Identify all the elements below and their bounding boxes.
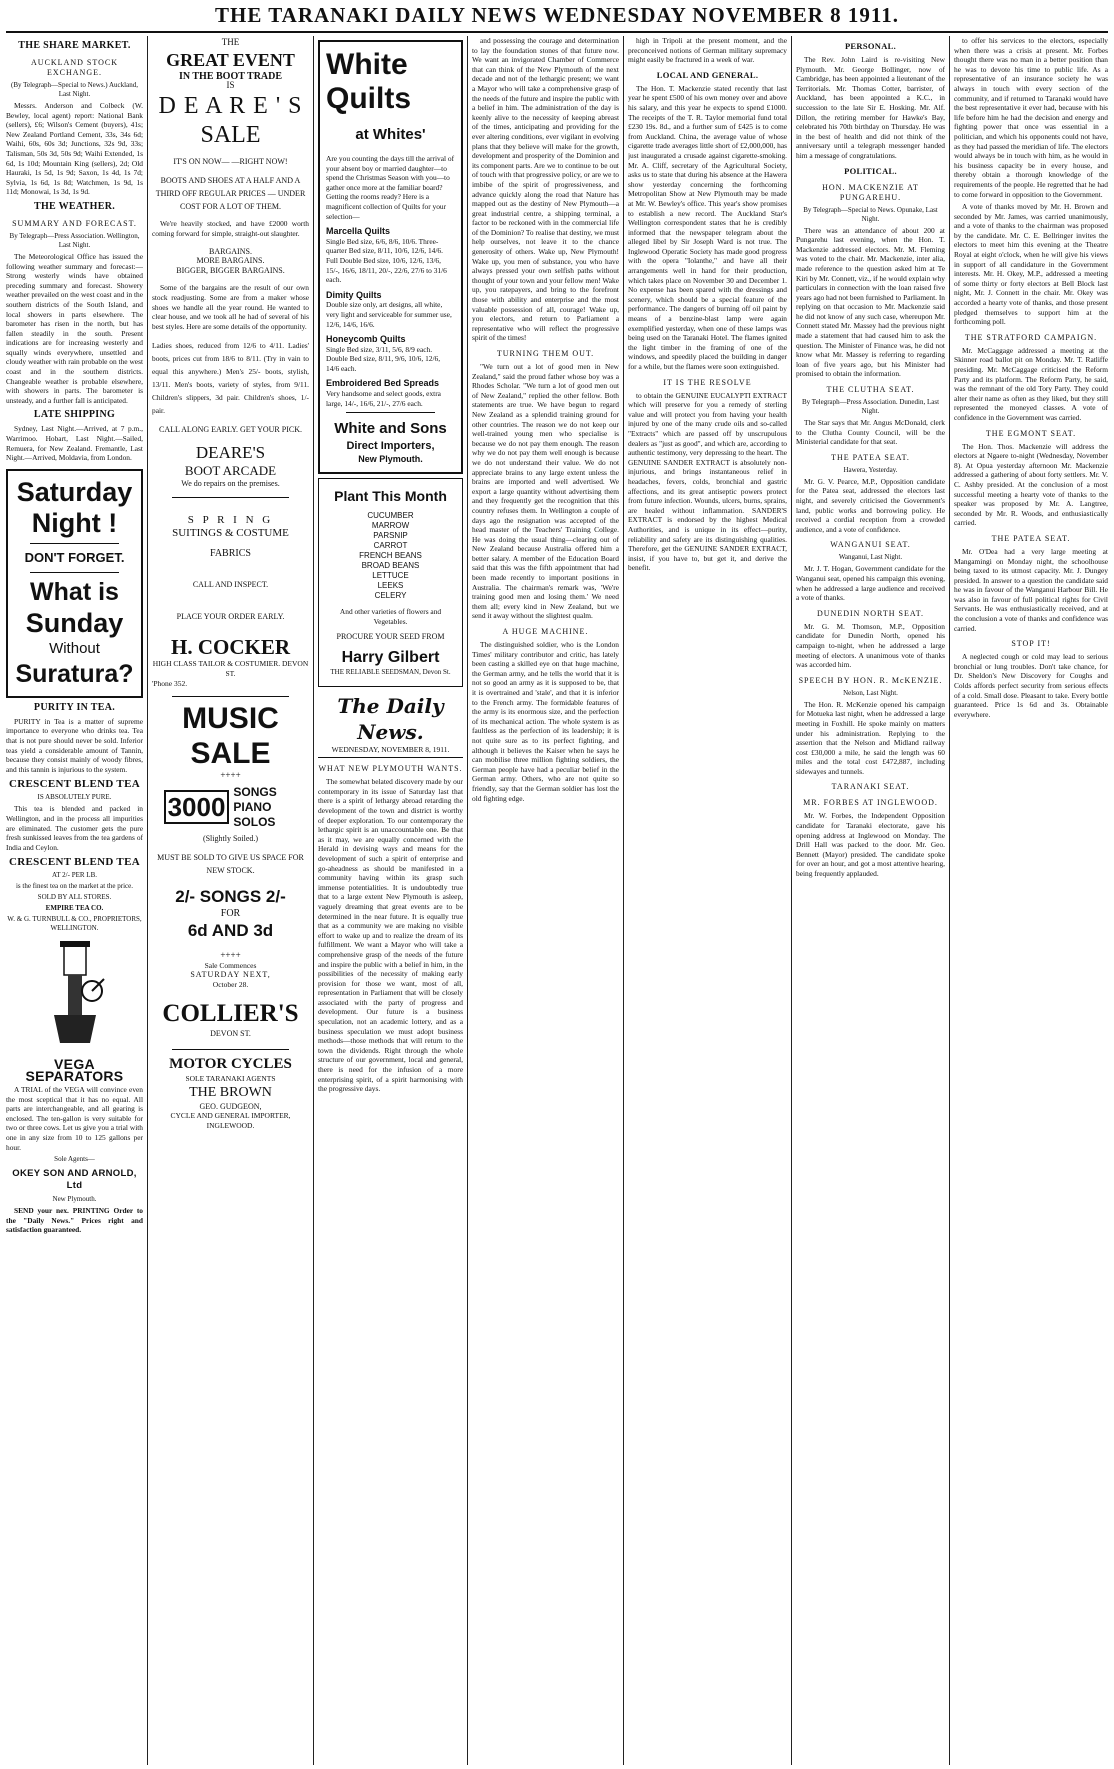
plant-heading: Plant This Month: [334, 488, 447, 505]
crescent-sub: IS ABSOLUTELY PURE.: [37, 793, 112, 802]
forbes-heading: MR. FORBES AT INGLEWOOD.: [803, 798, 938, 808]
patea-text: Mr. G. V. Pearce, M.P., Opposition candidate for the Patea seat, addressed the electors last night, and severely criticised the Government's land, public works and borrowing policy. He received a cordial reception from a crowded audience, and a vote of confidence.: [796, 476, 945, 534]
crescent-sold: SOLD BY ALL STORES.: [37, 893, 112, 902]
deare-more: MORE BARGAINS.: [196, 256, 265, 266]
deare-call: CALL ALONG EARLY. GET YOUR PICK.: [159, 425, 302, 435]
cocker-place: PLACE YOUR ORDER EARLY.: [176, 611, 285, 621]
stop-it-text: A neglected cough or cold may lead to serious bronchial or lung troubles. Don't take chance, for Dr. Sheldon's New Discovery for Coughs and Colds affords perfect security from serious effects of a cold. Small dose. Pleasant to take. Every bottle guaranteed. Price 1s 6d and 3s. Obtainable everywhere.: [954, 652, 1108, 719]
column-rule: [313, 36, 314, 1765]
sat-line-2: Night !: [31, 507, 118, 538]
wanganui-byline: Wanganui, Last Night.: [838, 553, 903, 562]
plant-procure: PROCURE YOUR SEED FROM: [336, 632, 445, 642]
plant-item: PARSNIP: [373, 531, 408, 541]
plant-other: And other varieties of flowers and Vegetables.: [339, 607, 442, 626]
quilts-title-2: Quilts: [326, 82, 412, 115]
mackenzie-text: There was an attendance of about 200 at Pungarehu last evening, when the Hon. T. Mackenzie addressed electors. Mr. M. Fleming was voted to the chair. Mr. Mackenzie, inter alia, made reference to the question asked him at Te Kiri by Mr. Connett, viz., if he would explain why particulars in connection with the loan raised five years ago had not been furnished to Parliament. In replying on that occasion to Mr. Mackenzie said he did not know of any such case, whereupon Mr. Connett stated Mr. Massey had the previous night made a statement that had caused him to ask the question. The Minister of Finance was, he did not know what Mr. Massey is referring to regarding loan of five years ago, but his Minister had promised to obtain the information.: [796, 225, 945, 379]
music-sale: SALE: [190, 737, 271, 771]
plant-this-month-ad: [318, 478, 463, 686]
gilbert-seedsman: THE RELIABLE SEEDSMAN, Devon St.: [330, 668, 451, 677]
motor-importer: CYCLE AND GENERAL IMPORTER, INGLEWOOD.: [170, 1111, 291, 1130]
editorial-heading: WHAT NEW PLYMOUTH WANTS.: [318, 764, 463, 774]
patea-byline: Hawera, Yesterday.: [843, 465, 898, 474]
speech-heading: SPEECH BY HON. R. McKENZIE.: [798, 675, 943, 685]
wanganui-heading: WANGANUI SEAT.: [830, 540, 911, 550]
deare-boots: BOOTS AND SHOES AT A HALF AND A THIRD OFF REGULAR PRICES — UNDER COST FOR A LOT OF THEM.: [155, 176, 306, 212]
deare-arcade-2: BOOT ARCADE: [184, 462, 277, 478]
quilts-intro: Are you counting the days till the arrival of your absent boy or married daughter—to spend the Christmas Season with you—to gather once more at the familiar board? Getting the rooms ready? Here is a magnificent collection of Quilts for your selection—: [326, 154, 455, 221]
masthead: THE TARANAKI DAILY NEWS WEDNESDAY NOVEMBER 8 1911.: [214, 3, 900, 27]
speech-text: The Hon. R. McKenzie opened his campaign for Motueka last night, when he addressed a large meeting in Foxhill. He spoke mainly on matters under his administration. Replying to the assertion that the Nelson and Midland railway cost £30,000 a mile, he said the length was 60 miles and the total cost £472,887, including sidewayes and tunnels.: [796, 699, 945, 776]
weather-byline: By Telegraph—Press Association. Wellington, Last Night.: [9, 231, 140, 249]
clutha-heading: THE CLUTHA SEAT.: [826, 385, 915, 395]
weather-heading: THE WEATHER.: [33, 200, 116, 212]
dunedin-text: Mr. G. M. Thomson, M.P., Opposition candidate for Dunedin North, opened his campaign to-night, when he addressed a large meeting of electors. A unanimous vote of thanks was accorded him.: [796, 621, 945, 670]
music-soiled: (Slightly Soiled.): [202, 833, 259, 843]
music-sale-commences: Sale Commences: [204, 960, 257, 970]
purity-heading: PURITY IN TEA.: [33, 701, 116, 713]
turning-heading: TURNING THEM OUT.: [496, 349, 595, 358]
plant-item: LEEKS: [377, 581, 404, 591]
divider: [30, 572, 119, 573]
column-rule: [791, 36, 792, 1765]
editorial-text: The somewhat belated discovery made by our contemporary in its issue of Saturday last that there is a spirit of lethargy abroad retarding the development of the town and district is worthy of deeper exploration. To our contemporary the lethargic spirit is an unaccountable one. Be that as it may, we are equally concerned with the Herald in devising ways and means for the development of such a spirit of enterprise and go-aheadness as should be manifested in a community having within its grasp such immense potentialities. It is undoubtedly true that to a large extent New Plymouth is asleep, vaguely dreaming that great events are to be determined in the near future. It is equally true that as a community we are making no visible effort to wake up and to realize the dream of its fulfillment. We want a Mayor who will take a comprehensive grasp of the needs of the future and inspire the public with a belief in him, in the possibilities of the necessity of making early provision for those we want, most of all, representation in Parliament that will be closely associated with the party of progress and development. Our future is a business speculation, not an academic lottery, and as a business speculation we must adopt business methods—those methods that will return to the town the dividends. Right through the whole structure of our government, local and general, there is need for the infusion of a more enterprising spirit, of a spirit harmonising with the progressive days.: [318, 777, 463, 1094]
marcella-heading: Marcella Quilts: [326, 226, 391, 237]
dunedin-heading: DUNEDIN NORTH SEAT.: [816, 608, 925, 618]
shipping-heading: LATE SHIPPING: [33, 409, 116, 421]
crescent-price: AT 2/- PER LB.: [52, 871, 97, 880]
paper-nameplate: The Daily News.: [337, 693, 444, 744]
cocker-spring: S P R I N G: [187, 513, 274, 526]
crescent-heading-2: CRESCENT BLEND TEA: [9, 856, 140, 869]
white-sons-importers: Direct Importers,: [346, 440, 435, 453]
editorial-date: WEDNESDAY, NOVEMBER 8, 1911.: [318, 745, 463, 759]
marcella-prices: Single Bed size, 6/6, 8/6, 10/6. Three-quarter Bed size, 8/11, 10/6, 12/6, 14/6. Full Double Bed size, 10/6, 12/6, 13/6, 15/-, 16/6, 18/11, 20/-, 22/6, 27/6 to 31/6 each.: [326, 236, 447, 285]
dimity-heading: Dimity Quilts: [326, 289, 382, 300]
cocker-name: H. COCKER: [170, 635, 290, 660]
music-stars: ++++: [220, 770, 241, 781]
deare-boot-trade: IN THE BOOT TRADE: [178, 70, 283, 82]
vega-company: OKEY SON AND ARNOLD, Ltd: [12, 1168, 137, 1192]
embroidered-heading: Embroidered Bed Spreads: [326, 378, 440, 389]
turning-text: "We turn out a lot of good men in New Zealand," said the proud father whose boy was a Rhodes Scholar. "We turn a lot of good men out of New Zealand," replied the other fellow. Both statements are true. We have begun to regard New Zealand as a splendid training ground for other countries. The reason we do not keep our well-trained young men who specialise is because we do not pay them enough. The reason why we do not pay them well enough is because we do not understand their value. We do not appreciate brains to any large extent unless the brains are imported and well advertised. We export a large quantity without advertising them and they frequently get the recognition that this country refuses them. In Wellington a couple of days ago the resignation was accepted of the head master of the Teachers' Training College. He was doing the usual thing—clearing out of New Zealand because Australia offered him a better salary. A member of the Education Board said that this was the fifth appointment that had been made recently to important positions in Australia. The chairman's remark was, 'We're training good men and losing them.' We need them all; every kind in New Zealand, but we send it away without the slightest qualm.: [472, 362, 619, 621]
sat-line-1: Saturday: [16, 476, 133, 507]
column-rule: [623, 36, 624, 1765]
column-1: [6, 36, 143, 1765]
column-5: [628, 36, 787, 1765]
patea2-text: Mr. O'Dea had a very large meeting at Mangamingi on Monday night, the schoolhouse being taxed to its utmost capacity. Mr. J. Dungey presided. In answer to a question the candidate said he was in favour of the Wanganui Harbour Bill. He was also in favour of full political rights for Civil Servants. He was enthusiastically received, and at the conclusion a vote of thanks and confidence was carried.: [954, 546, 1108, 633]
cocker-suitings: SUITINGS & COSTUME: [172, 527, 289, 540]
personal-text: The Rev. John Laird is re-visiting New Plymouth. Mr. George Bollinger, now of Cambridge, has been appointed a lieutenant of the Territorials. Mr. Thomas Cotter, barrister, of Auckland, has been appointed a K.C., in succession to the late Sir E. Hosking. Mr. Alf. Dillon, the retiring member for Hawke's Bay, celebrated his 70th birthday on Thursday. He was in the best of health and did not think of the anniversary until a telegraph messenger handed him a message of congratulations.: [796, 55, 945, 160]
music-heading: MUSIC: [182, 702, 279, 736]
deare-sale: SALE: [200, 121, 261, 148]
plant-list: [323, 511, 458, 601]
patea-heading: THE PATEA SEAT.: [831, 452, 910, 462]
plant-item: CARROT: [373, 541, 408, 551]
political-heading: POLITICAL.: [844, 165, 897, 176]
vega-agents: Sole Agents—: [54, 1155, 95, 1164]
plant-item: MARROW: [371, 521, 410, 531]
shipping-report: Sydney, Last Night.—Arrived, at 7 p.m., Warrimoo. Hobart, Last Night.—Sailed, Remuera, for New Zealand. Fremantle, Last Night.—Arrived, Moldavia, from London.: [6, 424, 143, 463]
forbes-text: Mr. W. Forbes, the Independent Opposition candidate for Taranaki electorate, gave his opening address at Inglewood on Monday. The Drill Hall was packed to the door. Mr. Geo. Bennett (Mayor) presided. The candidate spoke for over an hour, and got a most attentive hearing, being frequently applauded.: [796, 811, 945, 879]
music-price-row-1: 2/- SONGS 2/-: [175, 887, 286, 907]
deare-arcade-1: DEARE'S: [195, 442, 266, 462]
stratford-text: Mr. McCaggage addressed a meeting at the Skinner road ballot pit on Monday. Mr. T. Ratliffe presiding. Mr. McCaggage criticised the Reform Party and its platform. The Reform Party, he said, was the remnant of the old Tory Party. They could alter their name as often as they liked, but they still represented the moneyed classes. A vote of confidence in the Government was carried.: [954, 345, 1108, 422]
wanganui-text: Mr. J. T. Hogan, Government candidate for the Wanganui seat, opened his campaign this evening, when he addressed a large audience and received a vote of thanks.: [796, 564, 945, 603]
saturday-night-ad: [6, 469, 143, 698]
col5-top-text: high in Tripoli at the present moment, and the preconceived notions of German military supremacy might easily be fractured in a week of war.: [628, 36, 787, 65]
crescent-company: EMPIRE TEA CO.: [45, 904, 104, 913]
white-sons-name: White and Sons: [334, 420, 447, 438]
patea2-heading: THE PATEA SEAT.: [991, 533, 1071, 543]
music-stars-2: ++++: [220, 950, 241, 961]
sat-line-6: Without: [49, 639, 100, 657]
deare-is: IS: [226, 80, 235, 91]
egmont-text: The Hon. Thos. Mackenzie will address the electors at Ngaere to-night (Wednesday, November 8). At Opua yesterday afternoon Mr. Mackenzie addressed a gathering of about forty settlers. Mr. V. C. Ashby presided. At the conclusion of a most successful meeting a hearty vote of thanks to the speaker was proposed by Mr. A. Langtree, seconded by Mr. R. Woods, and enthusiastically carried.: [954, 441, 1108, 528]
music-offer: [152, 785, 309, 830]
separator-illustration: [6, 939, 143, 1052]
vega-place: New Plymouth.: [52, 1195, 97, 1204]
column-3: [318, 36, 463, 1765]
crescent-heading: CRESCENT BLEND TEA: [9, 778, 140, 791]
motor-agents: SOLE TARANAKI AGENTS: [185, 1074, 276, 1083]
column-rule: [949, 36, 950, 1765]
honeycomb-heading: Honeycomb Quilts: [326, 334, 406, 345]
deare-repairs: We do repairs on the premises.: [181, 478, 280, 488]
clutha-text: The Star says that Mr. Angus McDonald, clerk to the Clutha County Council, will be the Ministerial candidate for that seat.: [796, 418, 945, 447]
music-october: October 28.: [212, 979, 249, 989]
colliers-devon: DEVON ST.: [210, 1029, 251, 1039]
divider: [30, 543, 119, 544]
stratford-heading: THE STRATFORD CAMPAIGN.: [964, 332, 1098, 342]
share-market-heading: THE SHARE MARKET.: [18, 40, 131, 51]
share-subheading: AUCKLAND STOCK EXCHANGE.: [31, 58, 118, 77]
embroidered-prices: Very handsome and select goods, extra large, 14/-, 16/6, 21/-, 27/6 each.: [326, 389, 441, 408]
white-sons-place: New Plymouth.: [358, 454, 423, 465]
plant-item: BROAD BEANS: [361, 561, 420, 571]
printing-notice: SEND your nex. PRINTING Order to the "Daily News." Prices right and satisfaction guaranteed.: [6, 1206, 143, 1235]
speech-byline: Nelson, Last Night.: [843, 688, 898, 697]
white-quilts-ad: [318, 40, 463, 474]
weather-report: The Meteorological Office has issued the following weather summary and forecast:—Strong westerly winds have obtained preceding summary and forecast. Showery weather prevailed on the west coast and in the southern districts of the South Island, and local showers in parts elsewhere. The barometer has risen in the north, but has fallen steadily in the south. Present indications are for increasing westerly and squally winds everywhere, unsettled and cloudy weather with rain probable on the west coast and in the southern districts. Changeable weather is probable elsewhere, with showers in parts. The barometer is unsteady, and a further fall is anticipated.: [6, 251, 143, 405]
resolve-text: to obtain the GENUINE EUCALYPTI EXTRACT which will preserve for you a remedy of sterling value and will protect you from having your health injured by one of the many crude oils and so-called "Extracts" which are passed off by unscrupulous dealers as "just as good", and which are, according to authentic testimony, very depressing to the heart. The GENUINE SANDER EXTRACT is absolutely non-injurious, and brings instantaneous relief in headaches, fevers, colds, bronchial and gastric affections, and its great antiseptic powers protect from future infection. Wounds, ulcers, burns, sprains, are healed without inflammation. SANDER'S EXTRACT is endorsed by the highest Medical Authorities, and is unique in its effect—purity, reliability and safety are its distinguishing qualities. Therefore, get the GENUINE SANDER EXTRACT, insist, if you have to, but get it, and derive the benefit.: [628, 390, 787, 573]
music-price-for: FOR: [220, 908, 241, 920]
forbes-continued: to offer his services to the electors, especially when there was a crisis at present. Mr. Forbes thought there was no man in a better position than he was to devote his time to public life. As a representative of an insurance society he was always in touch with every section of the community, and if returned to Taranaki would have the best representative it ever had, because with his life before him he had the decision and energy and fighting power that once was essential in a politician, and which his opponents could not have, as they had passed the meridian of life. The electors would always be in touch with him, as he would in his business capacity be in every house, and thereby obtain a thorough knowledge of the requirements of the people. He regretted that he had to come forward in opposition to the Government.: [954, 36, 1108, 199]
crescent-proprietors: W. & G. TURNBULL & CO., PROPRIETORS, WELLINGTON.: [7, 915, 142, 933]
motor-gudgeon: GEO. GUDGEON,: [199, 1101, 262, 1111]
cocker-call: CALL AND INSPECT.: [192, 580, 269, 590]
music-must-be: MUST BE SOLD TO GIVE US SPACE FOR NEW STOCK.: [157, 853, 304, 876]
deare-stocked: We're heavily stocked, and have £2000 worth coming forward for simple, straight-out slaughter.: [152, 219, 309, 238]
quilts-at-whites: at Whites': [355, 126, 426, 143]
quilts-title-1: White: [326, 48, 408, 81]
divider: [172, 696, 289, 697]
cream-separator-icon: [40, 939, 110, 1049]
cocker-sub: HIGH CLASS TAILOR & COSTUMIER. DEVON ST.: [152, 659, 309, 679]
crescent-best: is the finest tea on the market at the price.: [15, 882, 133, 891]
deare-name: D E A R E ' S: [158, 92, 303, 119]
huge-machine-text: The distinguished soldier, who is the London Times' military contributor and critic, has lately been casting a skilled eye on that huge machine, the German army, and he tells the world that it is not so good an army as it is supposed to be, that it is overtrained and 'stale', and that it is inferior to the French army. The formidable features of the army is its enormous size, and the perfection of its mechanical action. The whole system is as faultless as the perfection of its leadership; it is not quite sure as to its perfect fighting, and although it believes the Kaiser when he says he can mobilise three million fighting soldiers, the German people have had a peculiar belief in the German army. Others, who are not quite so friendly, say that the German soldier has lost the old fighting edge.: [472, 640, 619, 803]
mackenzie-heading: HON. MACKENZIE AT PUNGAREHU.: [822, 182, 919, 202]
colliers-name: COLLIER'S: [162, 1000, 299, 1028]
crescent-text: This tea is blended and packed in Wellington, and in the process all impurities are eliminated. The customer gets the pure fresh sunkissed leaves from the tea gardens of India and Ceylon.: [6, 804, 143, 852]
column-6: [796, 36, 945, 1765]
deare-some: Some of the bargains are the result of our own stock readjusting. Some are from a maker whose shoes we handle all the year round. He wanted to clear house, and we took all he had of several of his best styles. Here are some details of the opportunity.: [152, 283, 309, 331]
deare-the: THE: [221, 37, 240, 47]
mackenzie-byline: By Telegraph—Special to News. Opunake, Last Night.: [803, 205, 938, 223]
cocker-phone: 'Phone 352.: [152, 678, 188, 688]
motor-brown: THE BROWN: [189, 1084, 272, 1100]
deare-bargains: BARGAINS.: [209, 246, 252, 256]
music-saturday: SATURDAY NEXT,: [190, 970, 271, 980]
egmont-heading: THE EGMONT SEAT.: [985, 428, 1077, 438]
cocker-fabrics: FABRICS: [210, 547, 251, 559]
sat-line-4: What is: [30, 577, 119, 606]
weather-subheading: SUMMARY AND FORECAST.: [12, 218, 137, 228]
music-price-row-2: 6d AND 3d: [187, 921, 274, 941]
sat-line-7: Suratura?: [15, 659, 134, 688]
sat-line-3: DON'T FORGET.: [24, 549, 125, 565]
column-2: [152, 36, 309, 1765]
local-general-text: The Hon. T. Mackenzie stated recently that last year he spent £500 of his own money over and above his salary, and this year he expects to spend £1000. The receipts of the T. R. Taylor memorial fund total £230 19s. 8d., and a further sum of £425 is to come from Auckland. China, the average value of whose cigarette trade averages little short of £2,000,000, has just inaugurated a crusade against cigarette-smoking. Mr. A. Cliff, secretary of the Agricultural Society, asks us to state that during his absence at the Hawera show yesterday concerning the forthcoming Metropolitan Show at New Plymouth may be made at Mr. W. Bewley's office. This year's show promises to establish a new record. The Auckland Star's Wellington correspondent states that he is credibly informed that the newspaper telegram about the alleged libel by Sir Joseph Ward is not true. The Inglewood Operatic Society has made good progress with the opera "Iolanthe," and have all their arrangements well in hand for their production, which takes place on November 30 and December 1. No expense has been spared with the dressings and scenery, which should be a special feature of the performance. The dangers of burning off oil paint by means of a benzine-blast lamp were again exemplified yesterday, when one of these lamps was being used on the Taranaki Hotel. The flames ignited the light timber in the framing of one of the windows, and speedily placed the building in danger for a while, but the flames were soon extinguished.: [628, 83, 787, 371]
music-count: 3000: [164, 790, 230, 824]
share-byline: (By Telegraph—Special to News.) Auckland, Last Night.: [11, 81, 138, 98]
column-rule: [147, 36, 148, 1765]
deare-on-now: IT'S ON NOW— —RIGHT NOW!: [173, 156, 288, 166]
honeycomb-prices: Single Bed size, 3/11, 5/6, 8/9 each. Double Bed size, 8/11, 9/6, 10/6, 12/6, 14/6 each.: [326, 344, 441, 373]
personal-heading: PERSONAL.: [844, 41, 897, 51]
huge-machine-heading: A HUGE MACHINE.: [502, 627, 589, 637]
resolve-heading: IT IS THE RESOLVE: [663, 377, 752, 387]
column-7: [954, 36, 1108, 1765]
plant-item: LETTUCE: [372, 571, 409, 581]
masthead-rule: [6, 31, 1108, 33]
taranaki-heading: TARANAKI SEAT.: [831, 782, 910, 792]
gilbert-name: Harry Gilbert: [341, 649, 440, 667]
plant-item: CELERY: [374, 591, 407, 601]
divider: [172, 497, 289, 498]
plant-item: CUCUMBER: [367, 511, 414, 521]
divider: [346, 412, 435, 413]
clutha-byline: By Telegraph—Press Association. Dunedin, Last Night.: [801, 398, 940, 416]
plant-item: FRENCH BEANS: [359, 551, 422, 561]
column-4: [472, 36, 619, 1765]
deare-great-event: GREAT EVENT: [166, 49, 295, 70]
local-general-heading: LOCAL AND GENERAL.: [656, 69, 759, 80]
thanks-text: A vote of thanks moved by Mr. H. Brown and seconded by Mr. James, was carried unanimously, and a vote of thanks to the chairman was proposed by the candidate. Mr. C. E. Bellringer invites the electors to meet him this evening at the Theatre Royal at eight o'clock, when he will give his views in support of all candidature in the Government interests. Mr. H. Okey, M.P., addressed a meeting of some thirty or forty electors at Bell Block last night, Mr. J. Connett in the chair. Mr. Okey was accorded a hearty vote of thanks, and those present pledged themselves to support him at the forthcoming poll.: [954, 202, 1108, 327]
sat-line-5: Sunday: [25, 607, 124, 638]
purity-text: PURITY in Tea is a matter of supreme importance to everyone who drinks tea. Tea that is not pure should never be sold. Inferior teas yield a considerable amount of Tannin, because they consist mainly of woody fibres, and this tannin is injurious to the system.: [6, 716, 143, 774]
vega-text: A TRIAL of the VEGA will convince even the most sceptical that it has no equal. All parts are interchangeable, and all gearing is enclosed. The ten-gallon is very suitable for two or three cows. Let us give you a trial with one in any size from 10 to 125 gallons per hour.: [6, 1084, 143, 1152]
music-songs-piano: SONGS PIANO SOLOS: [233, 784, 277, 829]
dimity-prices: Double size only, art designs, all white, very light and serviceable for summer use, 12/6, 14/6, 16/6.: [326, 300, 452, 329]
divider: [172, 1049, 289, 1050]
stop-it-heading: STOP IT!: [1011, 639, 1051, 649]
motor-heading: MOTOR CYCLES: [169, 1056, 292, 1072]
share-report: Messrs. Anderson and Colbeck (W. Bewley, local agent) report: National Bank (sellers), £6; Wilson's Cement (buyers), 41s; New Zealand Portland Cement, 33s, 34s 6d; Waihi, 60s, 60s 3d; Junctions, 32s 9d, 33s; Talisman, 50s 3d, 50s 9d; Waihi Extended, 1s 6d, 1s 10d; Mountain King (sellers), 2d; Old Hauraki, 1s 5d, 1s 9d; Saxon, 1s 4d, 1s 7d; Sylvia, 1s 6d, 1s 8d; Watchmen, 1s 9d, 1s 11d; Monowai, 1s 3d, 1s 9d.: [6, 101, 143, 197]
deare-prices: Ladies shoes, reduced from 12/6 to 4/11. Ladies' boots, prices cut from 18/6 to 8/11. (Try in vain to equal this anywhere.) Men's 25/- boots, stylish, 13/11. Men's boots, variety of styles, from 9/11. Children's slippers, 3d pair. Children's shoes, 1/- pair.: [152, 341, 309, 416]
column-rule: [467, 36, 468, 1765]
vega-heading: VEGA SEPARATORS: [25, 1055, 124, 1084]
editorial-continued: and possessing the courage and determination to lay the foundation stones of that future now. We want an invigorated Chamber of Commerce that can think of the New Plymouth of the next decade and not of the lethargic present; we want a Mayor who will take a comprehensive grasp of the needs of the future and inspire the public with a belief in him. The administration of the day is keenly alive to the necessity of keeping abreast of the times, anticipating and providing for the ever altering conditions, ever vigilant in evolving plans that they believe will make for the growth, development and prosperity of the Dominion and its component parts. Are we to continue to be out of touch with that progressive policy, or are we to imbibe of the spirit of progressiveness, and advance quickly along the road that Nature has mapped out as the destiny of New Plymouth—a great industrial centre, a shipping terminal, a factor to be reckoned with in the commercial life of the Dominion? To realise that destiny, we must help ourselves, not leave it to the chance generosity of others. Wake up, New Plymouth! Wake up, you men of substance, you who have always pressed your own selfish paths without thought of your town and your fellow men! Wake up, you ratepayers, and bring to the forefront those with ability and enterprise and the most valuable possession of all, courage! Wake up, you electors, and return to Parliament a representative who will reflect the progressive spirit of the times!: [472, 36, 619, 343]
deare-bigger: BIGGER, BIGGER BARGAINS.: [176, 265, 285, 275]
